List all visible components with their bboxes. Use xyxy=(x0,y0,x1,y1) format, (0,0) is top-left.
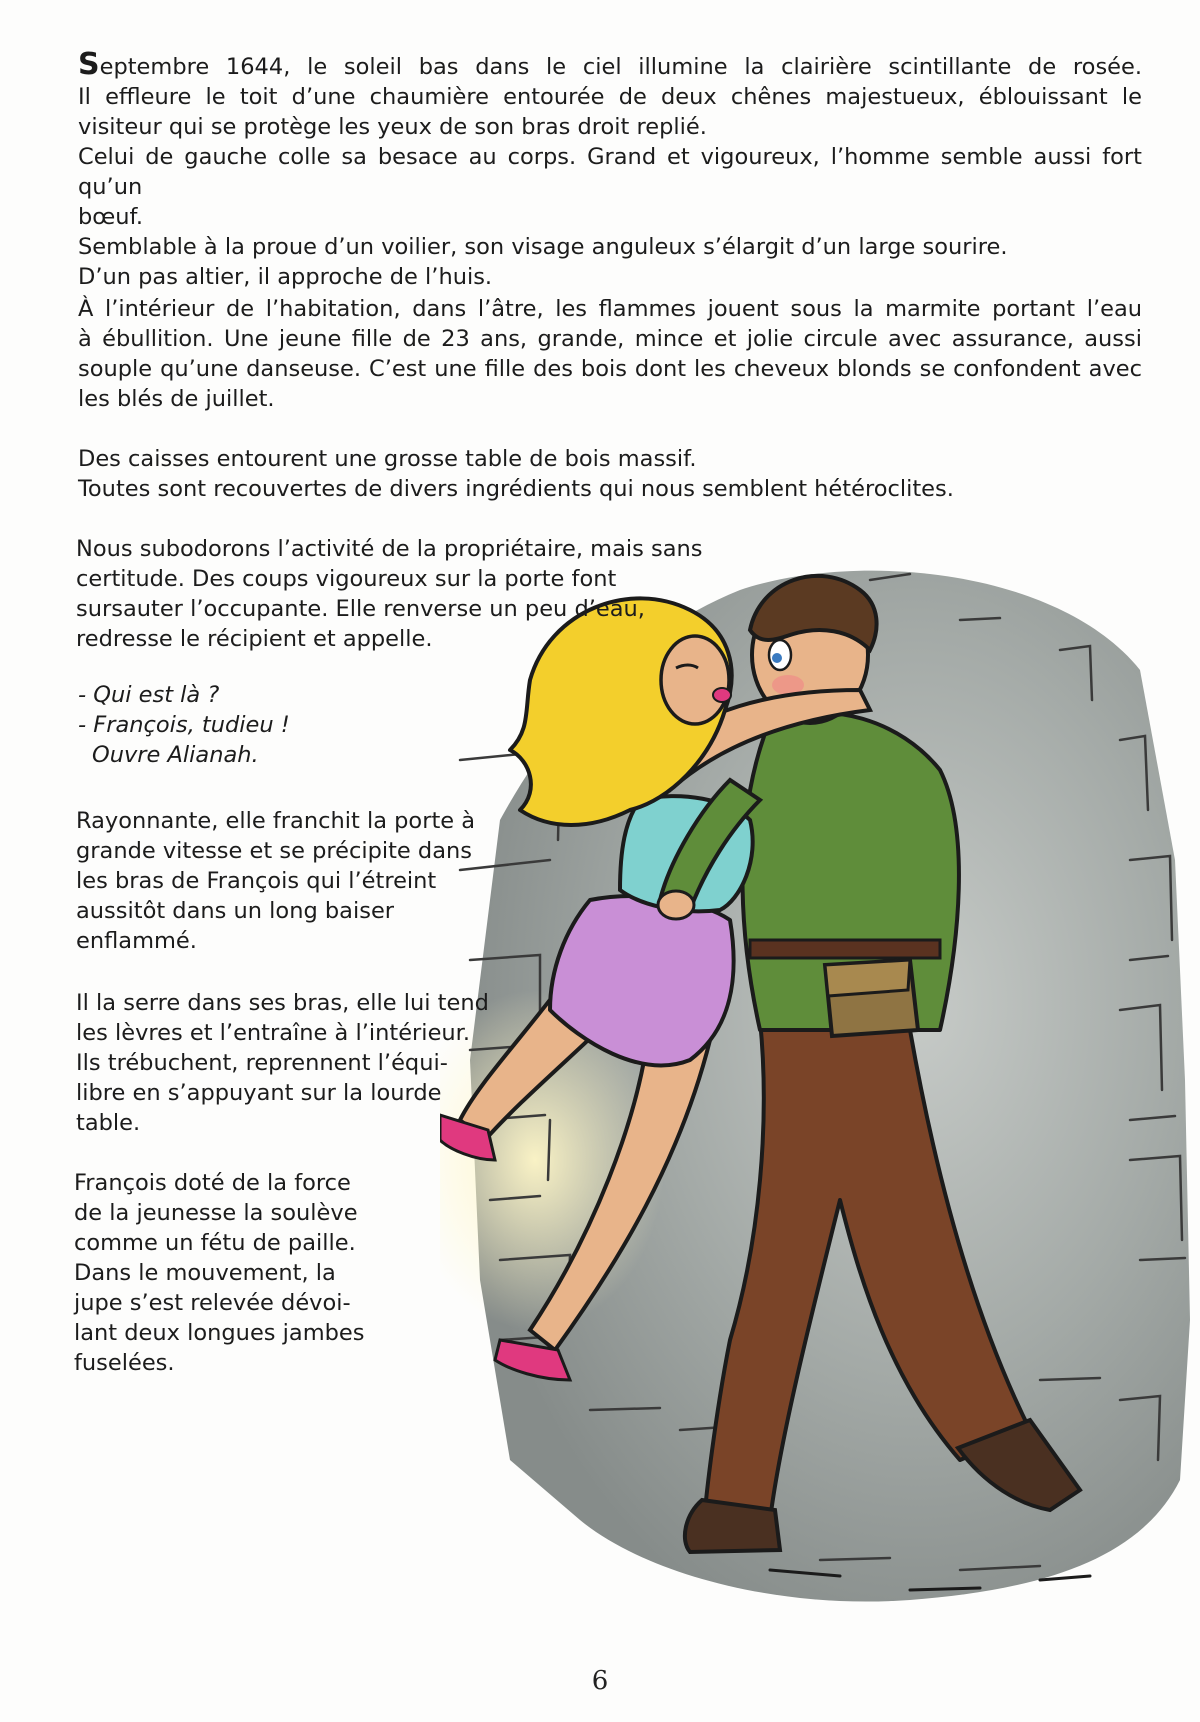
paragraph-interior xyxy=(78,294,1142,414)
page-number: 6 xyxy=(591,1666,609,1696)
text-line: Il la serre dans ses bras, elle lui tend xyxy=(76,990,489,1016)
text-line: À l’intérieur de l’habitation, dans l’âtre, les flammes jouent sous la marmite portant l’eau xyxy=(78,296,1142,322)
text-line: Il effleure le toit d’une chaumière entourée de deux chênes majestueux, éblouissant le xyxy=(78,84,1142,110)
text-line xyxy=(78,47,1142,82)
illustration-couple xyxy=(440,560,1200,1660)
text-line: Nous subodorons l’activité de la propriétaire, mais sans xyxy=(76,536,703,562)
dialogue-line: - Qui est là ? xyxy=(78,682,220,708)
text-line: certitude. Des coups vigoureux sur la porte font xyxy=(76,566,617,592)
text-line: Des caisses entourent une grosse table de bois massif. xyxy=(78,446,697,472)
text-line: les blés de juillet. xyxy=(78,386,275,412)
text-line: souple qu’une danseuse. C’est une fille des bois dont les cheveux blonds se confondent avec xyxy=(78,356,1142,382)
text-line: fuselées. xyxy=(74,1350,175,1376)
text-line: Celui de gauche colle sa besace au corps. Grand et vigoureux, l’homme semble aussi fort qu’un xyxy=(78,144,1142,200)
text-line: à ébullition. Une jeune fille de 23 ans, grande, mince et jolie circule avec assurance, aussi xyxy=(78,326,1142,352)
text-line: Ils trébuchent, reprennent l’équi- xyxy=(76,1050,448,1076)
text-line: Semblable à la proue d’un voilier, son visage anguleux s’élargit d’un large sourire. xyxy=(78,234,1008,260)
text-line: jupe s’est relevée dévoi- xyxy=(74,1290,351,1316)
paragraph-intro xyxy=(78,47,1142,292)
text-line: sursauter l’occupante. Elle renverse un peu d’eau, xyxy=(76,596,645,622)
text-line: D’un pas altier, il approche de l’huis. xyxy=(78,264,493,290)
text-line: aussitôt dans un long baiser xyxy=(76,898,395,924)
text-line: redresse le récipient et appelle. xyxy=(76,626,433,652)
text-line: François doté de la force xyxy=(74,1170,351,1196)
text-line: de la jeunesse la soulève xyxy=(74,1200,358,1226)
text-line: Rayonnante, elle franchit la porte à xyxy=(76,808,476,834)
man-boot-left xyxy=(685,1500,780,1552)
text-line-rest: eptembre 1644, le soleil bas dans le ciel illumine la clairière scintillante de rosée. xyxy=(99,54,1142,80)
paragraph-knocking xyxy=(76,534,726,654)
paragraph-table xyxy=(78,444,1142,504)
text-line: comme un fétu de paille. xyxy=(74,1230,356,1256)
text-line: enflammé. xyxy=(76,928,197,954)
text-line: table. xyxy=(76,1110,141,1136)
text-line: visiteur qui se protège les yeux de son bras droit replié. xyxy=(78,114,707,140)
text-line: grande vitesse et se précipite dans xyxy=(76,838,472,864)
text-line: les lèvres et l’entraîne à l’intérieur. xyxy=(76,1020,471,1046)
paragraph-lift xyxy=(74,1168,392,1378)
text-line: les bras de François qui l’étreint xyxy=(76,868,437,894)
dialogue xyxy=(78,680,398,770)
text-line: lant deux longues jambes xyxy=(74,1320,365,1346)
text-line: Dans le mouvement, la xyxy=(74,1260,336,1286)
drop-cap: S xyxy=(78,47,100,82)
dialogue-line: - François, tudieu ! xyxy=(78,712,290,738)
text-line: Toutes sont recouvertes de divers ingrédients qui nous semblent hétéroclites. xyxy=(78,476,954,502)
text-line: libre en s’appuyant sur la lourde xyxy=(76,1080,442,1106)
text-line: bœuf. xyxy=(78,204,143,230)
dialogue-line: Ouvre Alianah. xyxy=(92,742,259,768)
paragraph-stumble xyxy=(76,988,494,1138)
paragraph-embrace xyxy=(76,806,494,956)
